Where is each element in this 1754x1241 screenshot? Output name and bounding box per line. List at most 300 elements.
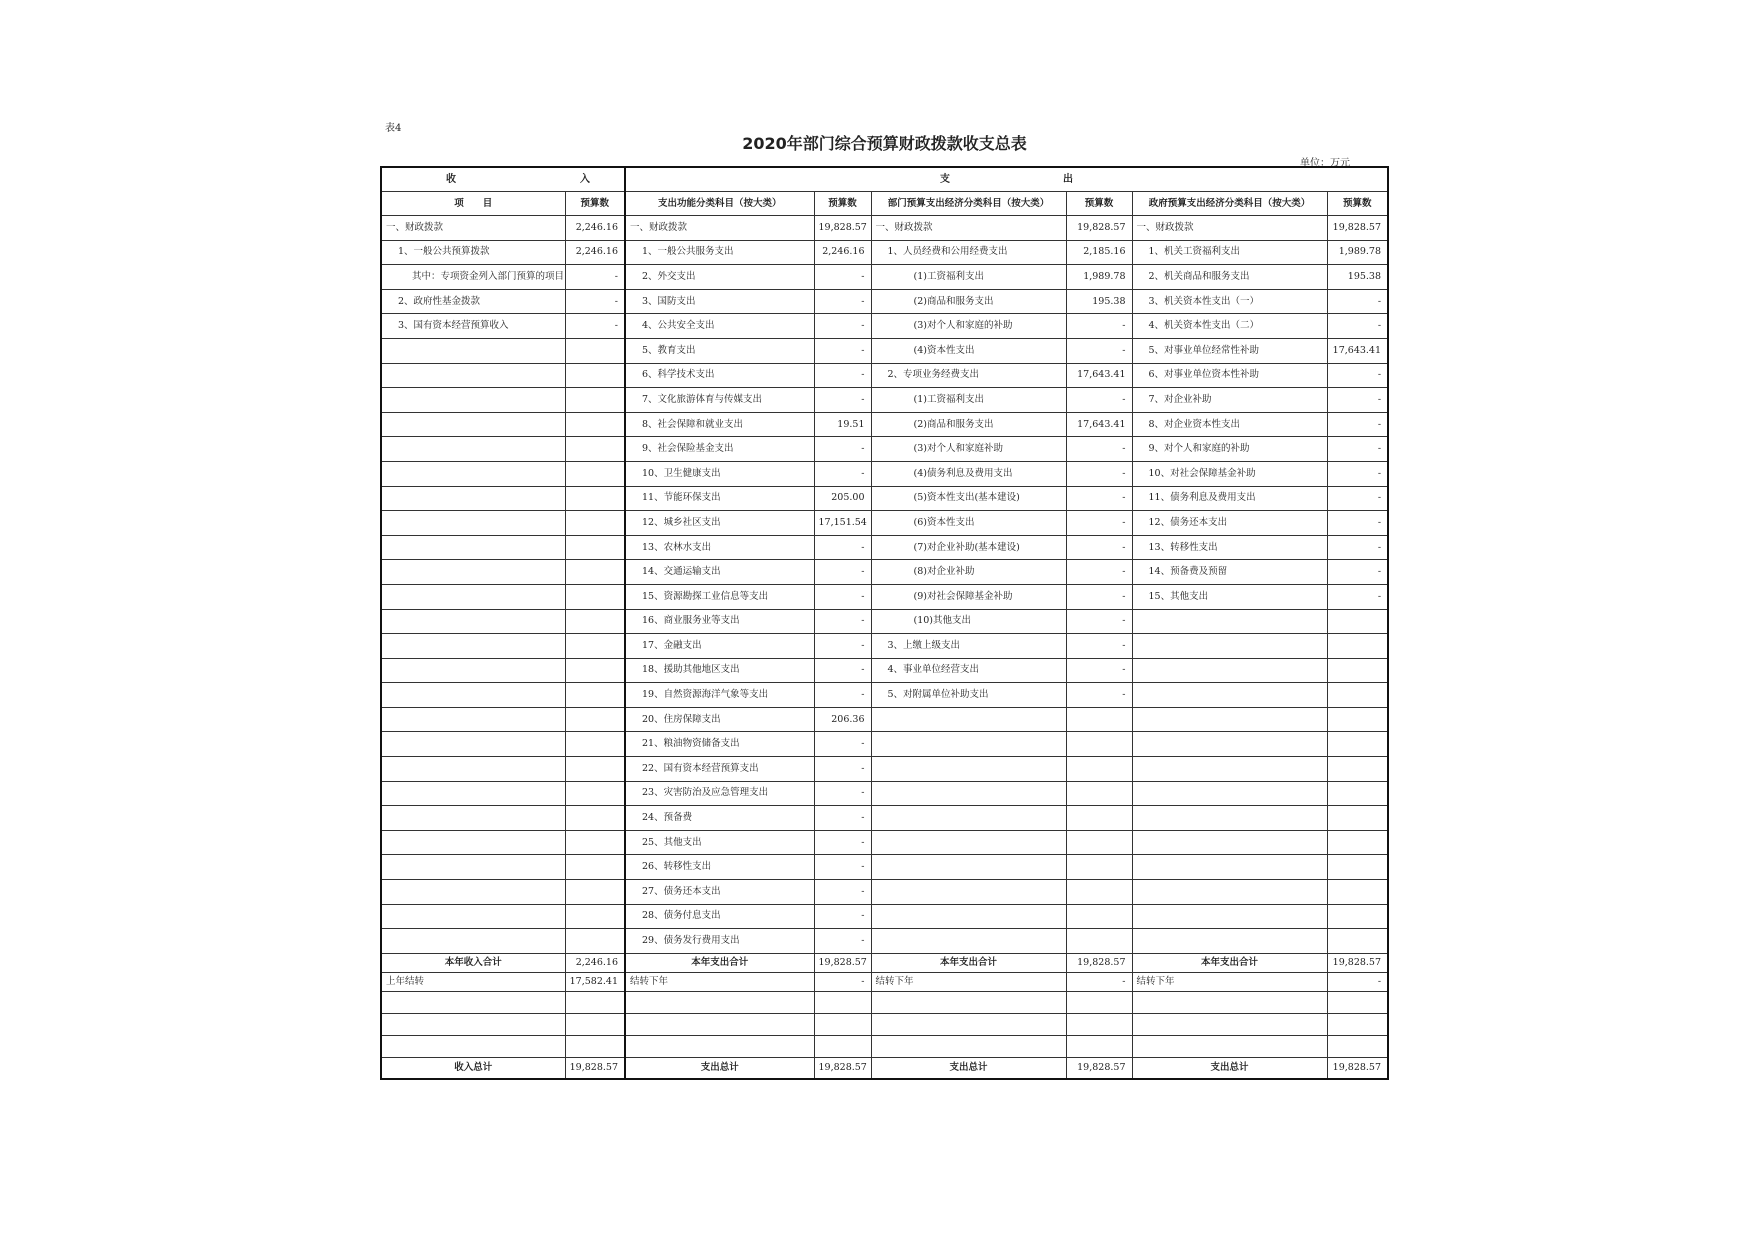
income-item-cell: [381, 363, 565, 388]
income-item-cell: 3、国有资本经营预算收入: [381, 314, 565, 339]
gov-econ-budget-cell: -: [1327, 314, 1388, 339]
gov-econ-item-cell: [1132, 830, 1327, 855]
year-total-row-cell: 19,828.57: [814, 953, 871, 972]
gov-econ-item-cell: 6、对事业单位资本性补助: [1132, 363, 1327, 388]
dept-econ-budget-cell: -: [1066, 683, 1132, 708]
grand-total-row: [381, 1057, 1388, 1079]
function-budget-cell: -: [814, 757, 871, 782]
table-row: [381, 609, 1388, 634]
table-row: [381, 388, 1388, 413]
function-item-cell: 10、卫生健康支出: [625, 461, 814, 486]
dept-econ-item-cell: (8)对企业补助: [871, 560, 1066, 585]
gov-econ-budget-cell: -: [1327, 363, 1388, 388]
function-item-cell: 17、金融支出: [625, 634, 814, 659]
income-item-cell: [381, 757, 565, 782]
dept-econ-item-cell: [871, 732, 1066, 757]
income-budget-cell: [565, 486, 625, 511]
function-item-cell: 5、教育支出: [625, 338, 814, 363]
dept-econ-budget-cell: -: [1066, 388, 1132, 413]
blank-row: [381, 1013, 1388, 1035]
income-budget-cell: -: [565, 289, 625, 314]
table-row: [381, 289, 1388, 314]
income-budget-cell: 2,246.16: [565, 240, 625, 265]
gov-econ-budget-cell: -: [1327, 486, 1388, 511]
dept-econ-budget-cell: -: [1066, 560, 1132, 585]
table-row: [381, 363, 1388, 388]
function-item-cell: 26、转移性支出: [625, 855, 814, 880]
function-budget-cell: 19.51: [814, 412, 871, 437]
dept-econ-item-cell: [871, 830, 1066, 855]
table-row: [381, 781, 1388, 806]
grand-total-row-cell: 收入总计: [381, 1057, 565, 1079]
table-row: [381, 683, 1388, 708]
carry-row-cell: 结转下年: [871, 972, 1066, 991]
function-item-cell: 6、科学技术支出: [625, 363, 814, 388]
table-row: [381, 806, 1388, 831]
function-budget-cell: 205.00: [814, 486, 871, 511]
table-row: [381, 265, 1388, 290]
col-header-dept-economic: 部门预算支出经济分类科目（按大类）: [871, 192, 1066, 216]
dept-econ-budget-cell: -: [1066, 658, 1132, 683]
gov-econ-budget-cell: 1,989.78: [1327, 240, 1388, 265]
dept-econ-budget-cell: 1,989.78: [1066, 265, 1132, 290]
col-header-budget: 预算数: [565, 192, 625, 216]
income-item-cell: [381, 338, 565, 363]
function-budget-cell: -: [814, 855, 871, 880]
function-budget-cell: -: [814, 904, 871, 929]
gov-econ-budget-cell: [1327, 634, 1388, 659]
year-total-row: [381, 953, 1388, 972]
gov-econ-item-cell: [1132, 855, 1327, 880]
function-budget-cell: -: [814, 609, 871, 634]
dept-econ-item-cell: (4)资本性支出: [871, 338, 1066, 363]
dept-econ-budget-cell: [1066, 781, 1132, 806]
income-budget-cell: [565, 363, 625, 388]
budget-table: [380, 166, 1389, 1080]
gov-econ-item-cell: [1132, 781, 1327, 806]
income-item-cell: 2、政府性基金拨款: [381, 289, 565, 314]
gov-econ-item-cell: 7、对企业补助: [1132, 388, 1327, 413]
blank-row: [381, 1035, 1388, 1057]
dept-econ-budget-cell: -: [1066, 584, 1132, 609]
function-budget-cell: -: [814, 560, 871, 585]
gov-econ-budget-cell: [1327, 830, 1388, 855]
dept-econ-item-cell: (4)债务利息及费用支出: [871, 461, 1066, 486]
income-budget-cell: [565, 388, 625, 413]
blank-cell: [1066, 1013, 1132, 1035]
table-row: [381, 855, 1388, 880]
dept-econ-item-cell: [871, 707, 1066, 732]
dept-econ-item-cell: (7)对企业补助(基本建设): [871, 535, 1066, 560]
gov-econ-item-cell: 2、机关商品和服务支出: [1132, 265, 1327, 290]
income-budget-cell: [565, 880, 625, 905]
function-item-cell: 14、交通运输支出: [625, 560, 814, 585]
income-budget-cell: [565, 757, 625, 782]
income-budget-cell: [565, 707, 625, 732]
dept-econ-item-cell: [871, 929, 1066, 954]
dept-econ-item-cell: (9)对社会保障基金补助: [871, 584, 1066, 609]
gov-econ-item-cell: [1132, 904, 1327, 929]
gov-econ-item-cell: 15、其他支出: [1132, 584, 1327, 609]
gov-econ-item-cell: 1、机关工资福利支出: [1132, 240, 1327, 265]
income-budget-cell: [565, 904, 625, 929]
blank-cell: [1327, 1035, 1388, 1057]
blank-cell: [565, 991, 625, 1013]
dept-econ-item-cell: (3)对个人和家庭补助: [871, 437, 1066, 462]
year-total-row-cell: 2,246.16: [565, 953, 625, 972]
table-row: [381, 929, 1388, 954]
dept-econ-budget-cell: 2,185.16: [1066, 240, 1132, 265]
section-header-row: [381, 167, 1388, 192]
gov-econ-budget-cell: [1327, 658, 1388, 683]
blank-cell: [814, 991, 871, 1013]
income-item-cell: [381, 560, 565, 585]
dept-econ-budget-cell: [1066, 707, 1132, 732]
blank-row: [381, 991, 1388, 1013]
dept-econ-item-cell: 2、专项业务经费支出: [871, 363, 1066, 388]
blank-cell: [1066, 1035, 1132, 1057]
carry-row-cell: -: [1066, 972, 1132, 991]
page-title: 2020年部门综合预算财政拨款收支总表: [742, 134, 1027, 153]
unit-label: 单位：万元: [1300, 158, 1350, 169]
column-header-row: [381, 192, 1388, 216]
blank-cell: [565, 1013, 625, 1035]
table-row: [381, 511, 1388, 536]
carry-row-cell: 17,582.41: [565, 972, 625, 991]
blank-cell: [1327, 1013, 1388, 1035]
gov-econ-item-cell: 11、债务利息及费用支出: [1132, 486, 1327, 511]
income-budget-cell: [565, 781, 625, 806]
income-item-cell: [381, 830, 565, 855]
dept-econ-budget-cell: -: [1066, 437, 1132, 462]
function-budget-cell: -: [814, 338, 871, 363]
blank-cell: [1132, 1035, 1327, 1057]
dept-econ-budget-cell: [1066, 855, 1132, 880]
gov-econ-item-cell: [1132, 609, 1327, 634]
income-item-cell: [381, 683, 565, 708]
income-item-cell: 1、一般公共预算拨款: [381, 240, 565, 265]
blank-cell: [814, 1035, 871, 1057]
gov-econ-budget-cell: [1327, 757, 1388, 782]
gov-econ-budget-cell: 19,828.57: [1327, 216, 1388, 241]
dept-econ-item-cell: [871, 880, 1066, 905]
blank-cell: [381, 1013, 565, 1035]
table-row: [381, 412, 1388, 437]
function-item-cell: 4、公共安全支出: [625, 314, 814, 339]
income-item-cell: [381, 781, 565, 806]
dept-econ-budget-cell: 17,643.41: [1066, 412, 1132, 437]
carry-row-cell: 上年结转: [381, 972, 565, 991]
function-budget-cell: -: [814, 535, 871, 560]
dept-econ-item-cell: 3、上缴上级支出: [871, 634, 1066, 659]
function-item-cell: 2、外交支出: [625, 265, 814, 290]
income-item-cell: [381, 634, 565, 659]
income-item-cell: [381, 461, 565, 486]
gov-econ-item-cell: [1132, 757, 1327, 782]
carry-row-cell: -: [814, 972, 871, 991]
blank-cell: [381, 1035, 565, 1057]
dept-econ-item-cell: [871, 781, 1066, 806]
function-budget-cell: -: [814, 289, 871, 314]
income-budget-cell: [565, 412, 625, 437]
function-budget-cell: -: [814, 363, 871, 388]
function-item-cell: 20、住房保障支出: [625, 707, 814, 732]
year-total-row-cell: 本年支出合计: [1132, 953, 1327, 972]
table-row: [381, 240, 1388, 265]
function-budget-cell: -: [814, 584, 871, 609]
blank-cell: [625, 1035, 814, 1057]
dept-econ-item-cell: (3)对个人和家庭的补助: [871, 314, 1066, 339]
income-budget-cell: [565, 584, 625, 609]
gov-econ-budget-cell: [1327, 707, 1388, 732]
gov-econ-budget-cell: [1327, 609, 1388, 634]
dept-econ-item-cell: (2)商品和服务支出: [871, 412, 1066, 437]
table-row: [381, 732, 1388, 757]
gov-econ-budget-cell: [1327, 806, 1388, 831]
col-header-budget: 预算数: [814, 192, 871, 216]
income-budget-cell: [565, 683, 625, 708]
function-item-cell: 22、国有资本经营预算支出: [625, 757, 814, 782]
gov-econ-item-cell: [1132, 880, 1327, 905]
table-row: [381, 904, 1388, 929]
income-budget-cell: [565, 658, 625, 683]
gov-econ-item-cell: [1132, 732, 1327, 757]
carry-row-cell: 结转下年: [1132, 972, 1327, 991]
table-row: [381, 584, 1388, 609]
income-budget-cell: [565, 806, 625, 831]
gov-econ-budget-cell: -: [1327, 511, 1388, 536]
gov-econ-item-cell: [1132, 634, 1327, 659]
table-row: [381, 216, 1388, 241]
gov-econ-item-cell: 8、对企业资本性支出: [1132, 412, 1327, 437]
function-budget-cell: -: [814, 781, 871, 806]
gov-econ-item-cell: [1132, 806, 1327, 831]
income-item-cell: [381, 880, 565, 905]
income-budget-cell: [565, 732, 625, 757]
income-budget-cell: -: [565, 265, 625, 290]
blank-cell: [1132, 991, 1327, 1013]
col-header-gov-economic: 政府预算支出经济分类科目（按大类）: [1132, 192, 1327, 216]
dept-econ-item-cell: [871, 757, 1066, 782]
function-budget-cell: 19,828.57: [814, 216, 871, 241]
income-budget-cell: 2,246.16: [565, 216, 625, 241]
dept-econ-budget-cell: -: [1066, 461, 1132, 486]
dept-econ-budget-cell: [1066, 880, 1132, 905]
function-budget-cell: 2,246.16: [814, 240, 871, 265]
year-total-row-cell: 19,828.57: [1327, 953, 1388, 972]
income-header: 收 入: [381, 167, 625, 192]
gov-econ-budget-cell: -: [1327, 560, 1388, 585]
gov-econ-item-cell: 一、财政拨款: [1132, 216, 1327, 241]
income-budget-cell: [565, 560, 625, 585]
gov-econ-item-cell: 3、机关资本性支出（一）: [1132, 289, 1327, 314]
income-budget-cell: [565, 535, 625, 560]
blank-cell: [381, 991, 565, 1013]
gov-econ-item-cell: 12、债务还本支出: [1132, 511, 1327, 536]
gov-econ-budget-cell: [1327, 904, 1388, 929]
gov-econ-item-cell: 4、机关资本性支出（二）: [1132, 314, 1327, 339]
blank-cell: [625, 991, 814, 1013]
function-budget-cell: -: [814, 732, 871, 757]
function-budget-cell: -: [814, 830, 871, 855]
dept-econ-budget-cell: [1066, 806, 1132, 831]
blank-cell: [1132, 1013, 1327, 1035]
income-budget-cell: [565, 338, 625, 363]
function-budget-cell: -: [814, 314, 871, 339]
blank-cell: [1327, 991, 1388, 1013]
gov-econ-budget-cell: [1327, 732, 1388, 757]
dept-econ-budget-cell: [1066, 757, 1132, 782]
dept-econ-budget-cell: -: [1066, 511, 1132, 536]
income-item-cell: [381, 904, 565, 929]
col-header-item: 项 目: [381, 192, 565, 216]
table-row: [381, 486, 1388, 511]
dept-econ-budget-cell: [1066, 904, 1132, 929]
dept-econ-item-cell: 1、人员经费和公用经费支出: [871, 240, 1066, 265]
table-row: [381, 338, 1388, 363]
col-header-budget: 预算数: [1066, 192, 1132, 216]
gov-econ-item-cell: 10、对社会保障基金补助: [1132, 461, 1327, 486]
dept-econ-budget-cell: -: [1066, 486, 1132, 511]
function-item-cell: 24、预备费: [625, 806, 814, 831]
dept-econ-budget-cell: 195.38: [1066, 289, 1132, 314]
income-item-cell: [381, 732, 565, 757]
dept-econ-item-cell: (2)商品和服务支出: [871, 289, 1066, 314]
function-budget-cell: -: [814, 265, 871, 290]
gov-econ-budget-cell: -: [1327, 388, 1388, 413]
gov-econ-item-cell: [1132, 683, 1327, 708]
table-row: [381, 314, 1388, 339]
year-total-row-cell: 本年支出合计: [871, 953, 1066, 972]
income-item-cell: [381, 486, 565, 511]
table-row: [381, 880, 1388, 905]
income-budget-cell: -: [565, 314, 625, 339]
dept-econ-budget-cell: [1066, 732, 1132, 757]
gov-econ-budget-cell: [1327, 855, 1388, 880]
function-item-cell: 13、农林水支出: [625, 535, 814, 560]
function-budget-cell: -: [814, 437, 871, 462]
blank-cell: [871, 991, 1066, 1013]
dept-econ-item-cell: [871, 806, 1066, 831]
function-item-cell: 23、灾害防治及应急管理支出: [625, 781, 814, 806]
grand-total-row-cell: 支出总计: [625, 1057, 814, 1079]
blank-cell: [871, 1013, 1066, 1035]
table-row: [381, 757, 1388, 782]
income-budget-cell: [565, 855, 625, 880]
function-budget-cell: -: [814, 634, 871, 659]
dept-econ-budget-cell: -: [1066, 609, 1132, 634]
carry-row-cell: 结转下年: [625, 972, 814, 991]
carry-row-cell: -: [1327, 972, 1388, 991]
function-item-cell: 16、商业服务业等支出: [625, 609, 814, 634]
table-row: [381, 437, 1388, 462]
table-row: [381, 658, 1388, 683]
gov-econ-budget-cell: -: [1327, 289, 1388, 314]
gov-econ-budget-cell: -: [1327, 461, 1388, 486]
dept-econ-budget-cell: [1066, 929, 1132, 954]
income-item-cell: [381, 658, 565, 683]
gov-econ-budget-cell: -: [1327, 412, 1388, 437]
gov-econ-budget-cell: -: [1327, 437, 1388, 462]
gov-econ-budget-cell: [1327, 683, 1388, 708]
gov-econ-item-cell: [1132, 929, 1327, 954]
dept-econ-budget-cell: -: [1066, 314, 1132, 339]
function-budget-cell: 206.36: [814, 707, 871, 732]
year-total-row-cell: 19,828.57: [1066, 953, 1132, 972]
function-budget-cell: -: [814, 806, 871, 831]
function-item-cell: 28、债务付息支出: [625, 904, 814, 929]
income-item-cell: 其中：专项资金列入部门预算的项目: [381, 265, 565, 290]
gov-econ-budget-cell: -: [1327, 535, 1388, 560]
gov-econ-item-cell: [1132, 707, 1327, 732]
function-item-cell: 1、一般公共服务支出: [625, 240, 814, 265]
function-item-cell: 一、财政拨款: [625, 216, 814, 241]
dept-econ-item-cell: 4、事业单位经营支出: [871, 658, 1066, 683]
dept-econ-budget-cell: -: [1066, 338, 1132, 363]
dept-econ-budget-cell: -: [1066, 535, 1132, 560]
function-item-cell: 12、城乡社区支出: [625, 511, 814, 536]
function-item-cell: 3、国防支出: [625, 289, 814, 314]
expense-header: 支 出: [625, 167, 1388, 192]
year-total-row-cell: 本年支出合计: [625, 953, 814, 972]
function-item-cell: 27、债务还本支出: [625, 880, 814, 905]
table-row: [381, 707, 1388, 732]
income-budget-cell: [565, 437, 625, 462]
grand-total-row-cell: 19,828.57: [814, 1057, 871, 1079]
income-item-cell: [381, 929, 565, 954]
grand-total-row-cell: 19,828.57: [1327, 1057, 1388, 1079]
blank-cell: [814, 1013, 871, 1035]
table-row: [381, 461, 1388, 486]
income-item-cell: [381, 609, 565, 634]
dept-econ-item-cell: [871, 855, 1066, 880]
income-budget-cell: [565, 511, 625, 536]
function-item-cell: 29、债务发行费用支出: [625, 929, 814, 954]
gov-econ-budget-cell: -: [1327, 584, 1388, 609]
blank-cell: [625, 1013, 814, 1035]
gov-econ-budget-cell: [1327, 880, 1388, 905]
dept-econ-item-cell: 5、对附属单位补助支出: [871, 683, 1066, 708]
dept-econ-budget-cell: [1066, 830, 1132, 855]
grand-total-row-cell: 支出总计: [871, 1057, 1066, 1079]
function-item-cell: 7、文化旅游体育与传媒支出: [625, 388, 814, 413]
income-item-cell: [381, 707, 565, 732]
table-row: [381, 830, 1388, 855]
function-item-cell: 9、社会保险基金支出: [625, 437, 814, 462]
gov-econ-item-cell: [1132, 658, 1327, 683]
dept-econ-budget-cell: 19,828.57: [1066, 216, 1132, 241]
function-item-cell: 18、援助其他地区支出: [625, 658, 814, 683]
dept-econ-item-cell: (6)资本性支出: [871, 511, 1066, 536]
col-header-function: 支出功能分类科目（按大类）: [625, 192, 814, 216]
dept-econ-item-cell: (1)工资福利支出: [871, 388, 1066, 413]
income-budget-cell: [565, 461, 625, 486]
income-item-cell: [381, 388, 565, 413]
table-row: [381, 634, 1388, 659]
income-item-cell: [381, 412, 565, 437]
grand-total-row-cell: 19,828.57: [565, 1057, 625, 1079]
table-row: [381, 535, 1388, 560]
gov-econ-budget-cell: 17,643.41: [1327, 338, 1388, 363]
blank-cell: [565, 1035, 625, 1057]
function-item-cell: 8、社会保障和就业支出: [625, 412, 814, 437]
income-item-cell: [381, 806, 565, 831]
income-item-cell: [381, 437, 565, 462]
function-item-cell: 25、其他支出: [625, 830, 814, 855]
blank-cell: [1066, 991, 1132, 1013]
function-item-cell: 21、粮油物资储备支出: [625, 732, 814, 757]
gov-econ-item-cell: 14、预备费及预留: [1132, 560, 1327, 585]
